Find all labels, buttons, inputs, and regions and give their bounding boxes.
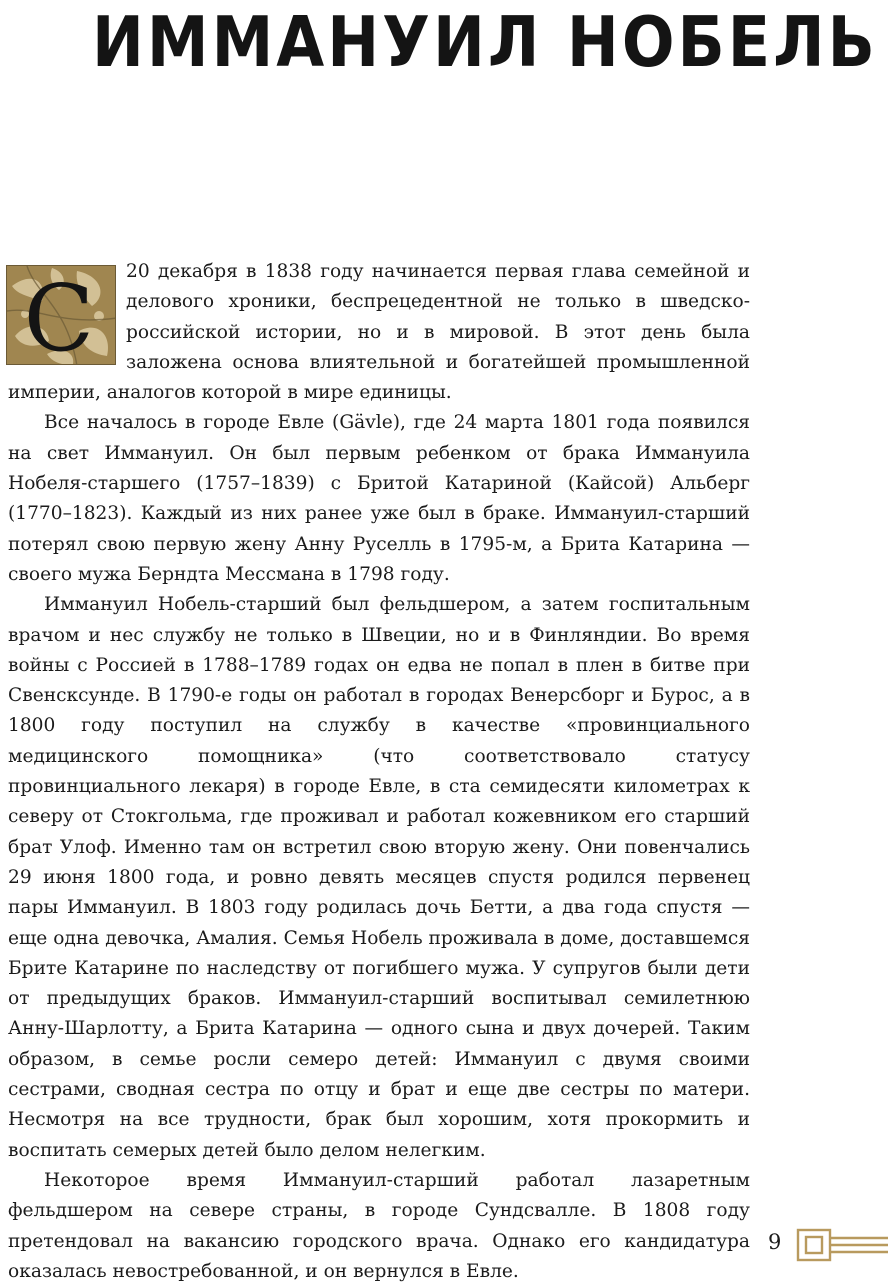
paragraph: Все началось в городе Евле (Gävle), где 24 марта 1801 года появился на свет Иммануил. Он был первым ребенком от брака Иммануила Нобеля-старшего (1757–1839) с Бритой Катариной (Кайсой) Альберг (1770–1823). Каждый из них ранее уже был в браке. Иммануил-старший потерял свою первую жену Анну Руселль в 1795-м, а Брита Катарина — своего мужа Берндта Мессмана в 1798 году.	[8, 412, 750, 585]
page-title: ИММАНУИЛ НОБЕЛЬ	[92, 0, 878, 83]
paragraph: Некоторое время Иммануил-старший работал лазаретным фельдшером на севере страны, в городе Сундсвалле. В 1808 году претендовал на вакансию городского врача. Однако его кандидатура оказалась невостребованной, и он вернулся в Евле.	[8, 1169, 750, 1282]
paragraph: Иммануил Нобель-старший был фельдшером, а затем госпитальным врачом и нес службу не только в Швеции, но и в Финляндии. Во время войны с Россией в 1788–1789 годах он едва не попал в плен в битве при Свенсксунде. В 1790-е годы он работал в городах Венерсборг и Бурос, а в 1800 году поступил на службу в качестве «провинциального медицинского помощника» (что соответствовало статусу провинциального лекаря) в городе Евле, в ста семидесяти километрах к северу от Стокгольма, где проживал и работал кожевником его старший брат Улоф. Именно там он встретил свою вторую жену. Они повенчались 29 июня 1800 года, и ровно девять месяцев спустя родился первенец пары Иммануил. В 1803 году родилась дочь Бетти, а два года спустя — еще одна девочка, Амалия. Семья Нобель проживала в доме, доставшемся Брите Катарине по наследству от погибшего мужа. У супругов были дети от предыдущих браков. Иммануил-старший воспитывал семилетнюю Анну-Шарлотту, а Брита Катарина — одного сына и двух дочерей. Таким образом, в семье росли семеро детей: Иммануил с двумя своими сестрами, сводная сестра по отцу и брат и еще две сестры по матери. Несмотря на все трудности, брак был хорошим, хотя прокормить и воспитать семерых детей было делом нелегким.	[8, 594, 750, 1161]
article-body	[8, 257, 750, 1287]
page-corner-ornament-icon	[796, 1226, 888, 1266]
page-number: 9	[768, 1230, 782, 1254]
paragraph: 20 декабря в 1838 году начинается первая глава семейной и делового хроники, беспрецедентной не только в шведско-российской истории, но и в мировой. В этот день была заложена основа влиятельной и богатейшей промышленной империи, аналогов которой в мире единицы.	[8, 261, 750, 404]
dropcap-letter: С	[23, 266, 95, 365]
